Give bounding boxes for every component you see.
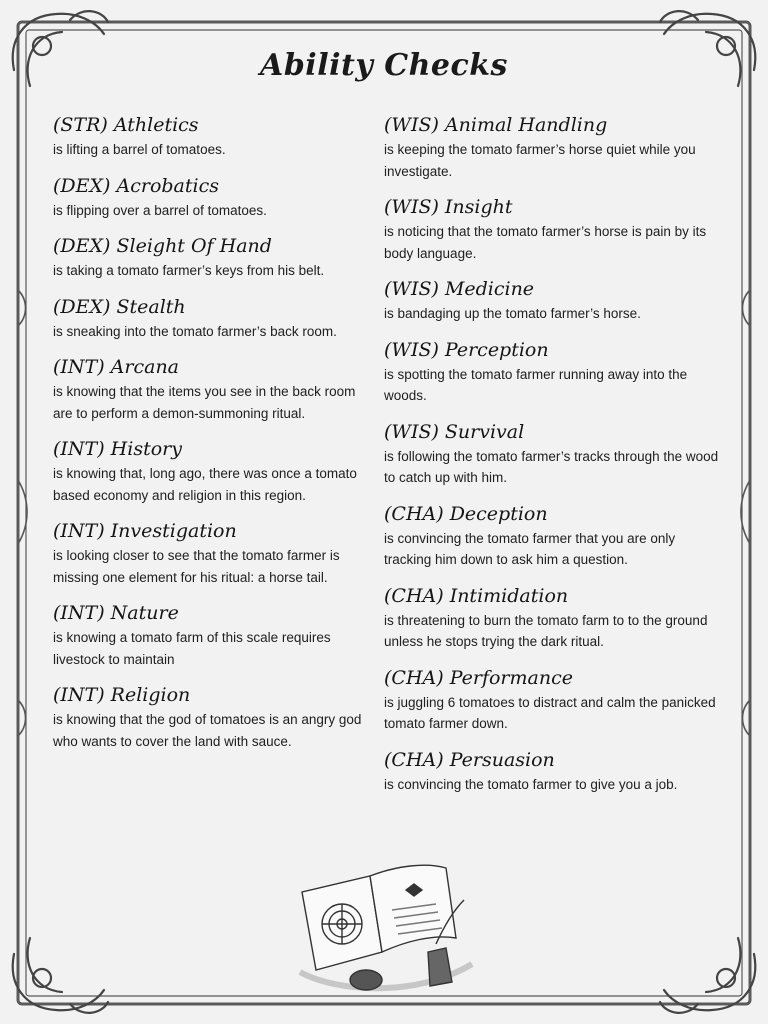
ability-description: is following the tomato farmer’s tracks through the wood to catch up with him. [384, 448, 719, 485]
ability-entry [384, 276, 724, 325]
ability-heading: (STR) Athletics [53, 114, 199, 136]
ability-entry [53, 436, 375, 506]
ability-entry [384, 747, 724, 796]
ability-description: is knowing that, long ago, there was once a tomato based economy and religion in this region. [53, 466, 357, 503]
ability-entry [384, 583, 724, 653]
ability-description: is threatening to burn the tomato farm to to the ground unless he stops trying the dark ritual. [384, 612, 708, 649]
ability-entry [53, 518, 375, 588]
ability-heading: (CHA) Intimidation [384, 584, 569, 607]
ability-heading: (WIS) Survival [384, 420, 525, 443]
ability-description: is juggling 6 tomatoes to distract and calm the panicked tomato farmer down. [384, 694, 716, 731]
ability-heading: (WIS) Medicine [384, 278, 535, 300]
ability-heading: (INT) Investigation [53, 520, 237, 542]
ability-description: is spotting the tomato farmer running away into the woods. [384, 366, 688, 403]
ability-entry [384, 419, 724, 489]
ability-heading: (WIS) Perception [384, 338, 549, 361]
ability-entry [53, 682, 375, 752]
ability-description: is taking a tomato farmer’s keys from his belt. [53, 263, 325, 278]
ability-entry [53, 294, 375, 343]
ability-description: is knowing that the items you see in the back room are to perform a demon-summoning ritual. [53, 384, 356, 421]
ability-entry [53, 233, 375, 282]
ability-entry [53, 600, 375, 670]
ability-heading: (WIS) Insight [384, 196, 513, 218]
ability-heading: (DEX) Acrobatics [53, 174, 219, 197]
ability-entry [384, 665, 724, 735]
right-column [384, 112, 724, 807]
ability-description: is flipping over a barrel of tomatoes. [53, 202, 267, 218]
ability-entry [384, 112, 724, 182]
ability-description: is convincing the tomato farmer to give you a job. [384, 776, 678, 792]
ability-heading: (INT) Arcana [53, 356, 180, 378]
ability-description: is convincing the tomato farmer that you are only tracking him down to ask him a question. [384, 530, 676, 567]
ability-entry [53, 173, 375, 222]
ability-heading: (DEX) Stealth [53, 295, 186, 318]
left-column [53, 112, 375, 764]
ability-entry [384, 501, 724, 571]
ability-entry [53, 354, 375, 424]
ability-description: is looking closer to see that the tomato farmer is missing one element for his ritual: a horse tail. [53, 548, 340, 585]
ability-description: is knowing that the god of tomatoes is an angry god who wants to cover the land with sauce. [53, 712, 362, 749]
ability-heading: (CHA) Deception [384, 502, 548, 525]
ability-description: is noticing that the tomato farmer’s horse is pain by its body language. [384, 224, 707, 261]
ability-description: is keeping the tomato farmer’s horse quiet while you investigate. [384, 142, 696, 179]
ability-heading: (CHA) Performance [384, 666, 573, 689]
ability-heading: (DEX) Sleight Of Hand [53, 235, 272, 257]
ability-entry [53, 112, 375, 161]
ability-description: is lifting a barrel of tomatoes. [53, 142, 226, 157]
ability-entry [384, 194, 724, 264]
ability-heading: (WIS) Animal Handling [384, 114, 608, 136]
ability-entry [384, 337, 724, 407]
ability-heading: (INT) History [53, 438, 182, 460]
spellbook-illustration-icon [296, 852, 476, 1000]
ability-description: is bandaging up the tomato farmer’s horse. [384, 306, 641, 321]
ability-heading: (INT) Nature [53, 602, 179, 624]
ability-description: is knowing a tomato farm of this scale requires livestock to maintain [53, 630, 331, 667]
ability-heading: (INT) Religion [53, 684, 191, 706]
ability-heading: (CHA) Persuasion [384, 748, 555, 771]
page-title: Ability Checks [260, 48, 508, 83]
ability-description: is sneaking into the tomato farmer’s back room. [53, 323, 337, 339]
